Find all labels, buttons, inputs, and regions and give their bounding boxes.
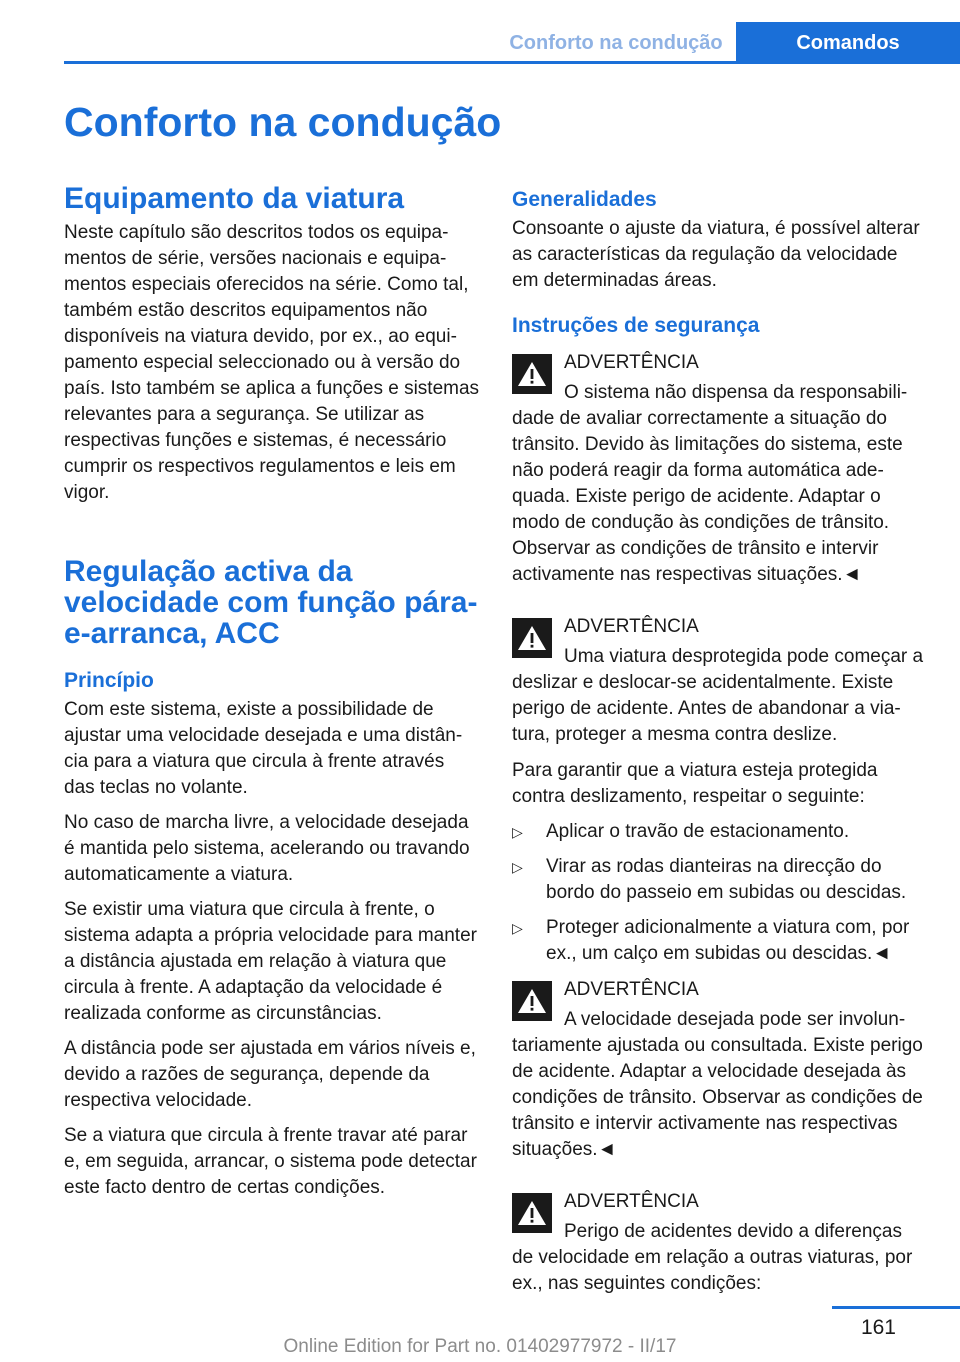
- bullet-triangle-icon: ▷: [512, 859, 523, 875]
- list-item: [512, 915, 928, 967]
- warning-icon: [512, 981, 552, 1021]
- warning-3: [512, 977, 928, 1163]
- left-column: [64, 182, 480, 1210]
- right-column: [512, 186, 928, 1307]
- principle-paragraph-1: Com este sistema, existe a possibilidade de ajustar uma velocidade desejada e uma distância para a viatura que circula à frente através das teclas no volante.: [64, 699, 463, 798]
- warning-1: [512, 350, 928, 588]
- principle-paragraph-2: No caso de marcha livre, a velocidade desejada é mantida pelo sistema, acelerando ou travando automaticamente a viatura.: [64, 812, 470, 885]
- page-number: 161: [860, 1316, 896, 1339]
- warning-4: [512, 1189, 928, 1297]
- warning-icon: [512, 618, 552, 658]
- list-item: [512, 854, 928, 906]
- list-item-text: Virar as rodas dianteiras na direcção do bordo do passeio em subidas ou descidas.: [546, 856, 907, 903]
- principle-paragraph-5: Se a viatura que circula à frente travar até parar e, em seguida, arrancar, o sistema pode detectar este facto dentro de certas condições.: [64, 1125, 477, 1198]
- safety-heading: Instruções de segurança: [512, 314, 760, 337]
- equipment-text: Neste capítulo são descritos todos os equipamentos de série, versões nacionais e equipamentos especiais oferecidos na série. Como tal, também estão descritos equipamentos não disponíveis na viatura devido, por ex., ao equipamento especial seleccionado ou à versão do país. Isto também se aplica a funções e sistemas relevantes para a segurança. Se utilizar as respectivas funções e sistemas, é necessário cumprir os respectivos regulamentos e leis em vigor.: [64, 222, 480, 503]
- warning-2-text: Uma viatura desprotegida pode começar a deslizar e deslocar-se acidentalmente. Existe perigo de acidente. Antes de abandonar a viatura, proteger a mesma contra deslize.: [512, 646, 924, 745]
- list-item-text: Aplicar o travão de estacionamento.: [546, 821, 850, 842]
- warning-label: ADVERTÊNCIA: [564, 616, 699, 637]
- precaution-list: [512, 819, 928, 967]
- acc-heading: Regulação activa da velocidade com função pára-e-arranca, ACC: [64, 555, 478, 650]
- general-heading: Generalidades: [512, 188, 657, 211]
- list-item: [512, 819, 928, 845]
- warning-label: ADVERTÊNCIA: [564, 979, 699, 1000]
- footer-rule: [832, 1306, 960, 1309]
- warning-2: [512, 614, 928, 748]
- warning-1-text: O sistema não dispensa da responsabilidade de avaliar correctamente a situação do trânsito. Devido às limitações do sistema, este não poderá reagir da forma automática adequada. Existe perigo de acidente. Adaptar o modo de condução às condições de trânsito. Observar as condições de trânsito e intervir activamente nas respectivas situações.◄: [512, 382, 908, 585]
- header-section-tab: Conforto na condução: [509, 32, 723, 54]
- bullet-triangle-icon: ▷: [512, 824, 523, 840]
- warning-2-extra: Para garantir que a viatura esteja protegida contra deslizamento, respeitar o seguinte:: [512, 760, 878, 807]
- equipment-heading: Equipamento da viatura: [64, 182, 405, 215]
- list-item-text: Proteger adicionalmente a viatura com, por ex., um calço em subidas ou descidas.◄: [546, 917, 910, 964]
- warning-label: ADVERTÊNCIA: [564, 352, 699, 373]
- warning-4-text: Perigo de acidentes devido a diferenças de velocidade em relação a outras viaturas, por ex., nas seguintes condições:: [512, 1221, 913, 1294]
- footer-edition: Online Edition for Part no. 01402977972 - II/17: [283, 1336, 677, 1357]
- warning-icon: [512, 354, 552, 394]
- bullet-triangle-icon: ▷: [512, 920, 523, 936]
- principle-paragraph-4: A distância pode ser ajustada em vários níveis e, devido a razões de segurança, depende da respectiva velocidade.: [64, 1038, 476, 1111]
- page-title: Conforto na condução: [64, 99, 502, 145]
- warning-icon: [512, 1193, 552, 1233]
- general-text: Consoante o ajuste da viatura, é possível alterar as características da regulação da velocidade em determinadas áreas.: [512, 218, 920, 291]
- warning-label: ADVERTÊNCIA: [564, 1191, 699, 1212]
- warning-3-text: A velocidade desejada pode ser involuntariamente ajustada ou consultada. Existe perigo de acidente. Adaptar a velocidade desejada às condições de trânsito. Observar as condições de trânsito e intervir activamente nas respectivas situações.◄: [512, 1009, 923, 1160]
- principle-paragraph-3: Se existir uma viatura que circula à frente, o sistema adapta a própria velocidade para manter a distância ajustada em relação à viatura que circula à frente. A adaptação da velocidade é realizada conforme as circunstâncias.: [64, 899, 477, 1024]
- header-chapter-tab: Comandos: [736, 22, 960, 64]
- header-rule: [64, 61, 960, 64]
- principle-heading: Princípio: [64, 669, 154, 692]
